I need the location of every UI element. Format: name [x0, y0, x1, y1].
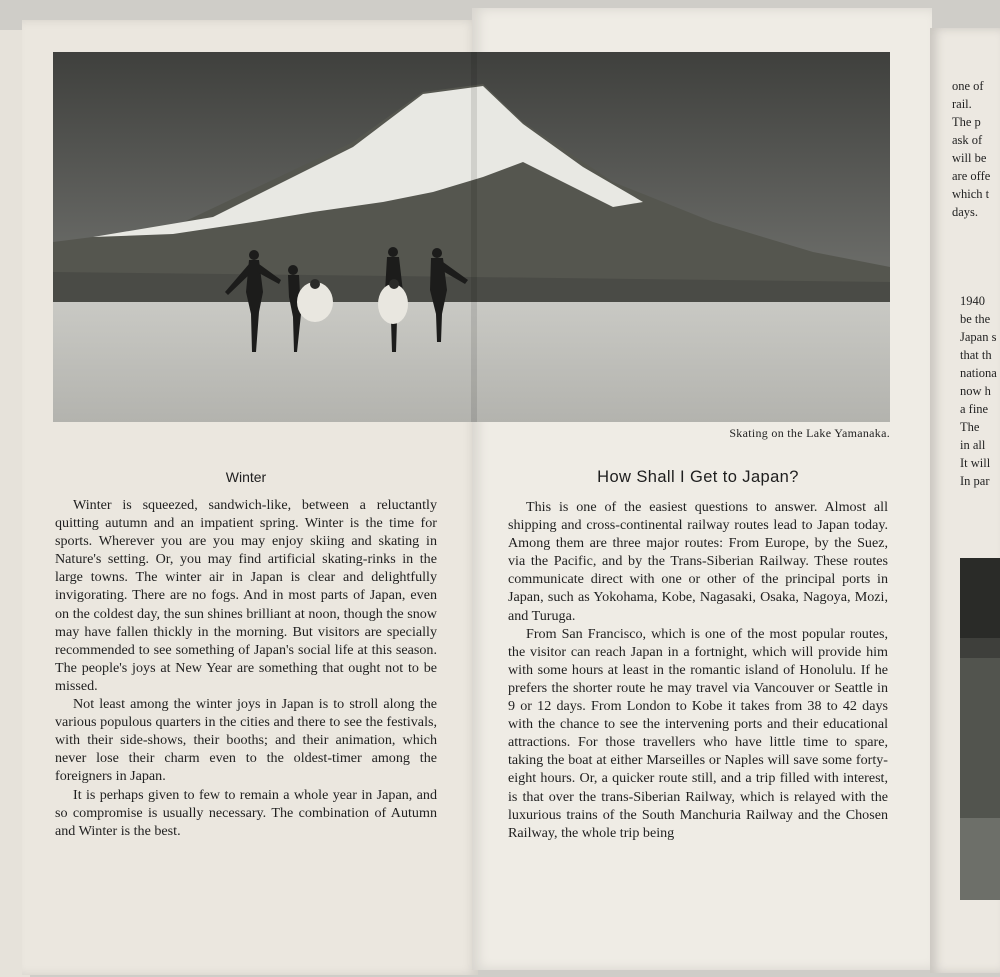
next-page-line: in all [960, 438, 986, 452]
next-page-line: The [960, 420, 980, 434]
next-page-line: be the [960, 312, 991, 326]
next-page-line: rail. [952, 97, 972, 111]
next-page-line: Japan s [960, 330, 997, 344]
next-page-line: a fine [960, 402, 989, 416]
next-page-line: days. [952, 205, 979, 219]
next-page-text-block-2 [960, 292, 997, 490]
how-to-get-heading: How Shall I Get to Japan? [597, 468, 799, 486]
next-page-line: that th [960, 348, 992, 362]
next-page-line: ask of [952, 133, 983, 147]
next-page-line: now h [960, 384, 991, 398]
paragraph: It is perhaps given to few to remain a whole year in Japan, and so compromise is usually necessary. The combination of Autumn and Winter is the best. [55, 786, 437, 839]
winter-text-column [55, 496, 437, 840]
photo-drawing [53, 52, 890, 422]
next-page-line: 1940 [960, 294, 985, 308]
next-page-line: The p [952, 115, 981, 129]
next-page-line: which t [952, 187, 990, 201]
paragraph: This is one of the easiest questions to answer. Almost all shipping and cross-continental railway routes lead to Japan today. Among them are three major routes: From Europe, by the Suez, via the Pacific, and by the Trans-Siberian Railway. These routes communicate direct with one or other of the principal ports in Japan, such as Yokohama, Kobe, Nagasaki, Osaka, Nagoya, Mozi, and Turuga. [508, 499, 888, 624]
next-page-line: In par [960, 474, 990, 488]
next-page-line: one of [952, 79, 984, 93]
next-page-photo [960, 558, 1000, 900]
paragraph: Winter is squeezed, sandwich-like, between a reluctantly quitting autumn and an impatient spring. Winter is the time for sports. Wherever you are you may enjoy skiing and skating in Nature's setting. Or, you may find artificial skating-rinks in the large towns. The winter air in Japan is clear and delightfully invigorating. There are no fogs. And in most parts of Japan, even on the coldest day, the sun shines brilliant at noon, though the snow may have fallen thickly in the morning. But visitors are specially recommended to see something of Japan's social life at this season. The people's joys at New Year are something that ought not to be missed. [55, 497, 437, 694]
photo-caption: Skating on the Lake Yamanaka. [729, 426, 890, 440]
paragraph: From San Francisco, which is one of the most popular routes, the visitor can reach Japan in a fortnight, which will provide him with some hours at least in the romantic island of Honolulu. If he prefers the shorter route he may travel via Vancouver or Seattle in 9 or 12 days. From London to Kobe it takes from 38 to 42 days with the chance to see the intervening ports and their educational attractions. For those travellers who have little time to spare, taking the boat at either Marseilles or Naples will save some forty-eight hours. Or, a quicker route still, and a trip filled with interest, is that over the trans-Siberian Railway, which is relayed with the luxurious trains of the South Manchuria Railway and the Chosen Railway, the whole trip being [508, 625, 888, 841]
next-page-line: are offe [952, 169, 991, 183]
next-page-line: nationa [960, 366, 997, 380]
mountain-skaters-photo [53, 52, 890, 422]
paragraph: Not least among the winter joys in Japan is to stroll along the various populous quarters in the cities and there to see the festivals, with their side-shows, their booths; and their animation, which never lose their charm even to the oldest-timer among the foreigners in Japan. [55, 696, 437, 785]
next-page-line: It will [960, 456, 991, 470]
winter-heading: Winter [225, 469, 267, 485]
travel-text-column [508, 498, 888, 842]
page-fold [471, 52, 477, 422]
next-page-text-block-1 [952, 77, 990, 221]
next-page-line: will be [952, 151, 987, 165]
